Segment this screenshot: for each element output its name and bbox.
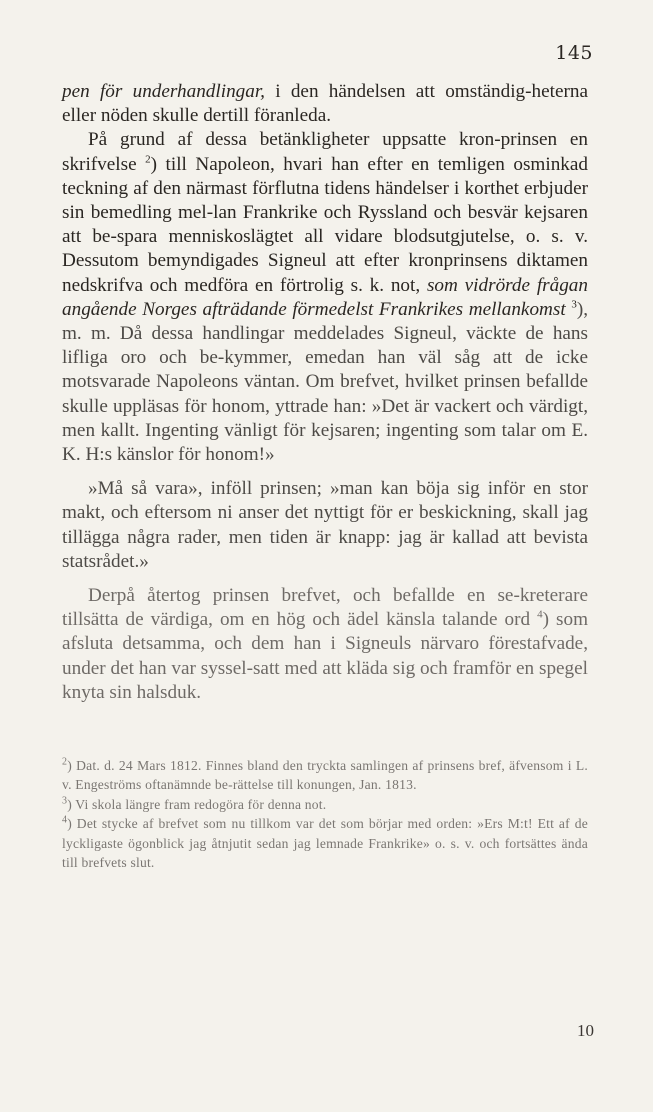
footnote-ref-3: 3 <box>571 298 577 311</box>
footnote-marker: 2 <box>62 756 68 768</box>
footnote-ref-2: 2 <box>145 153 151 166</box>
italic-span: som vidrörde frågan angående Norges afträdande förmedelst Frankrikes mellankomst <box>62 274 588 320</box>
text-span: På grund af dessa betänkligheter uppsatte kron-prinsen en skrifvelse <box>62 129 588 175</box>
italic-span: pen för underhandlingar, <box>62 81 265 102</box>
footnote <box>62 814 588 872</box>
text-span: Derpå återtog prinsen brefvet, och befallde en se-kreterare tillsätta de värdiga, om en hög och ädel känsla talande ord <box>62 585 588 631</box>
printer-signature: 10 <box>577 1021 594 1040</box>
paragraph-proposal <box>62 128 588 467</box>
text-span: ) till Napoleon, hvari han efter en temligen osminkad teckning af den närmast förflutna tidens händelser i korthet erbjuder sin bemedling mel-lan Frankrike och Ryssland och besvär kejsaren att be-spara menniskoslägtet all vidare blodsutgjutelse, o. s. v. Dessutom bemyndigades Signeul att efter kronprinsens diktamen nedskrifva och medföra en förtrolig s. k. not, <box>62 153 588 296</box>
footnote-text: ) Det stycke af brefvet som nu tillkom var det som börjar med orden: »Ers M:t! Ett af de lyckligaste ögonblick jag åtnjutit sedan jag lemnade Frankrike» o. s. v. och fortsättes ända till brefvets slut. <box>62 816 588 871</box>
text-span: ), m. m. Då dessa handlingar meddelades Signeul, väckte de hans lifliga oro och be-kymmer, emedan han väl såg att de icke motsvarade Napoleons väntan. Om brefvet, hvilket prinsen befallde skulle uppläsas för honom, yttrade han: »Det är vackert och värdigt, men kallt. Ingenting vänligt för kejsaren; ingenting som talar om E. K. H:s känslor för honom!» <box>62 298 588 466</box>
body-text <box>62 80 588 705</box>
footnote-text: ) Vi skola längre fram redogöra för denna not. <box>67 796 327 812</box>
text-span: ) som afsluta detsamma, och dem han i Signeuls närvaro förestafvade, under det han var syssel-satt med att kläda sig och framför en spegel knyta sin halsduk. <box>62 609 588 703</box>
footnote-marker: 3 <box>62 795 68 807</box>
paragraph-dictation <box>62 584 588 705</box>
paragraph-continuation <box>62 80 588 128</box>
footnote <box>62 756 588 795</box>
page-number: 145 <box>555 42 593 64</box>
text-span: i den händelsen att omständig-heterna eller nöden skulle dertill föranleda. <box>62 81 588 127</box>
footnote-ref-4: 4 <box>537 608 543 621</box>
footnotes <box>62 756 588 872</box>
text-span: »Må så vara», inföll prinsen; »man kan böja sig inför en stor makt, och eftersom ni anser det nyttigt för er beskickning, skall jag tillägga några rader, men tiden är knapp: jag är kallad att bevista statsrådet.» <box>62 478 588 572</box>
footnote <box>62 795 588 814</box>
footnote-marker: 4 <box>62 814 68 826</box>
paragraph-reply <box>62 477 588 574</box>
footnote-text: ) Dat. d. 24 Mars 1812. Finnes bland den tryckta samlingen af prinsens bref, äfvensom i L. v. Engeströms oftanämnde be-rättelse till konungen, Jan. 1813. <box>62 758 588 793</box>
